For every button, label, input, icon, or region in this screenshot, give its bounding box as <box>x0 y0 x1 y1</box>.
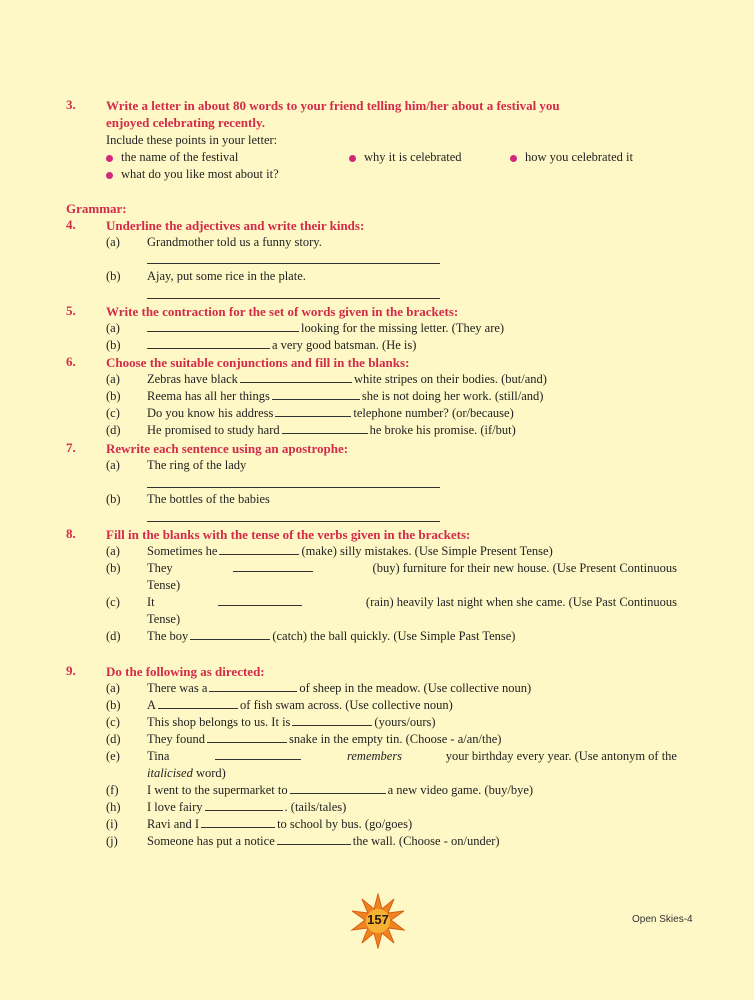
item-sentence <box>147 680 531 697</box>
blank-field[interactable] <box>201 816 275 828</box>
item-sentence <box>147 543 553 560</box>
item-text: There was a <box>147 681 208 695</box>
blank-field[interactable] <box>215 748 301 760</box>
answer-line[interactable] <box>147 298 440 299</box>
item-label: (f) <box>106 783 119 797</box>
answer-line[interactable] <box>147 521 440 522</box>
blank-field[interactable] <box>147 320 299 332</box>
item-text: They found <box>147 732 205 746</box>
item-label: (b) <box>106 698 121 712</box>
bullet-text: why it is celebrated <box>364 150 462 164</box>
bullet-point <box>106 149 238 166</box>
item-sentence <box>147 799 346 816</box>
blank-field[interactable] <box>207 731 287 743</box>
item-sentence <box>147 714 436 731</box>
question-8-number: 8. <box>66 526 76 541</box>
item-text: Grandmother told us a funny story. <box>147 235 322 249</box>
question-4-heading: Underline the adjectives and write their kinds: <box>106 218 365 233</box>
item-sentence <box>147 388 543 405</box>
item-text: A <box>147 698 157 712</box>
blank-field[interactable] <box>209 680 297 692</box>
item-sentence <box>147 782 533 799</box>
item-sentence <box>147 833 500 850</box>
blank-field[interactable] <box>158 697 238 709</box>
item-text: a very good batsman. (He is) <box>272 338 417 352</box>
item-text: Tense) <box>147 612 181 626</box>
answer-line[interactable] <box>147 263 440 264</box>
item-label: (h) <box>106 800 121 814</box>
item-text: (make) silly mistakes. (Use Simple Present Tense) <box>301 544 553 558</box>
item-sentence <box>147 422 516 439</box>
page-number-badge <box>350 893 406 949</box>
item-text: word) <box>195 766 226 780</box>
item-label: (b) <box>106 561 121 575</box>
item-text: Reema has all her things <box>147 389 270 403</box>
item-sentence <box>147 594 677 628</box>
item-text: It <box>147 595 155 609</box>
question-5-number: 5. <box>66 303 76 318</box>
question-3-include-text: Include these points in your letter: <box>106 133 278 147</box>
item-label: (j) <box>106 834 118 848</box>
blank-field[interactable] <box>290 782 386 794</box>
question-7-number: 7. <box>66 440 76 455</box>
item-label: (a) <box>106 544 120 558</box>
item-text: he broke his promise. (if/but) <box>369 423 516 437</box>
item-sentence <box>147 320 504 337</box>
item-text: Zebras have black <box>147 372 238 386</box>
item-text-italic: italicised <box>147 766 193 780</box>
bullet-text: the name of the festival <box>121 150 239 164</box>
page-number: 157 <box>367 912 389 927</box>
question-3-heading-line1: Write a letter in about 80 words to your friend telling him/her about a festival you <box>106 98 560 113</box>
item-label: (e) <box>106 749 120 763</box>
question-6-heading: Choose the suitable conjunctions and fill in the blanks: <box>106 355 410 370</box>
bullet-text: what do you like most about it? <box>121 167 279 181</box>
blank-field[interactable] <box>218 594 302 606</box>
item-text: Ajay, put some rice in the plate. <box>147 269 306 283</box>
item-text: He promised to study hard <box>147 423 280 437</box>
book-title: Open Skies-4 <box>632 914 693 925</box>
bullet-icon <box>510 155 517 162</box>
blank-field[interactable] <box>282 422 368 434</box>
blank-field[interactable] <box>275 405 351 417</box>
item-text: of sheep in the meadow. (Use collective noun) <box>299 681 532 695</box>
item-sentence <box>147 337 416 354</box>
bullet-text: how you celebrated it <box>525 150 633 164</box>
item-label: (b) <box>106 389 121 403</box>
question-6-number: 6. <box>66 354 76 369</box>
item-sentence <box>147 371 547 388</box>
bullet-icon <box>106 155 113 162</box>
item-text: (catch) the ball quickly. (Use Simple Past Tense) <box>272 629 516 643</box>
blank-field[interactable] <box>219 543 299 555</box>
answer-line[interactable] <box>147 487 440 488</box>
item-text: to school by bus. (go/goes) <box>277 817 413 831</box>
blank-field[interactable] <box>277 833 351 845</box>
question-9-heading: Do the following as directed: <box>106 664 265 679</box>
item-label: (c) <box>106 406 120 420</box>
item-text: The boy <box>147 629 189 643</box>
bullet-point <box>349 149 462 166</box>
question-8-heading: Fill in the blanks with the tense of the verbs given in the brackets: <box>106 527 471 542</box>
item-text: looking for the missing letter. (They are) <box>301 321 505 335</box>
item-text: white stripes on their bodies. (but/and) <box>353 372 547 386</box>
item-text: Tina <box>147 749 170 763</box>
item-text: The ring of the lady <box>147 458 247 472</box>
question-3-heading <box>106 97 560 131</box>
item-text: (buy) furniture for their new house. (Use Present Continuous <box>372 561 677 575</box>
blank-field[interactable] <box>233 560 313 572</box>
bullet-point <box>106 166 279 183</box>
blank-field[interactable] <box>205 799 283 811</box>
item-label: (b) <box>106 492 121 506</box>
blank-field[interactable] <box>240 371 352 383</box>
item-text: your birthday every year. (Use antonym of the <box>445 749 677 763</box>
item-label: (a) <box>106 235 120 249</box>
question-3-heading-line2: enjoyed celebrating recently. <box>106 115 265 130</box>
blank-field[interactable] <box>272 388 360 400</box>
item-text: (rain) heavily last night when she came. (Use Past Continuous <box>365 595 677 609</box>
question-4-number: 4. <box>66 217 76 232</box>
item-label: (d) <box>106 629 121 643</box>
bullet-icon <box>349 155 356 162</box>
item-text: she is not doing her work. (still/and) <box>361 389 544 403</box>
item-text: Do you know his address <box>147 406 274 420</box>
item-text: Someone has put a notice <box>147 834 275 848</box>
item-label: (b) <box>106 338 121 352</box>
item-text: This shop belongs to us. It is <box>147 715 291 729</box>
item-label: (c) <box>106 595 120 609</box>
item-text: telephone number? (or/because) <box>353 406 514 420</box>
item-text: the wall. (Choose - on/under) <box>352 834 500 848</box>
bullet-point <box>510 149 633 166</box>
question-9-number: 9. <box>66 663 76 678</box>
item-label: (d) <box>106 732 121 746</box>
bullet-icon <box>106 172 113 179</box>
item-label: (c) <box>106 715 120 729</box>
item-sentence <box>147 405 514 422</box>
item-sentence <box>147 731 501 748</box>
item-label: (i) <box>106 817 118 831</box>
item-sentence <box>147 816 412 833</box>
item-sentence <box>147 748 677 782</box>
blank-field[interactable] <box>147 337 270 349</box>
item-sentence <box>147 560 677 594</box>
item-sentence <box>147 628 515 645</box>
item-text-italic: remembers <box>346 749 403 763</box>
item-label: (b) <box>106 269 121 283</box>
item-text: a new video game. (buy/bye) <box>387 783 534 797</box>
item-text: Tense) <box>147 578 181 592</box>
item-text: Ravi and I <box>147 817 200 831</box>
item-text: . (tails/tales) <box>284 800 347 814</box>
question-7-heading: Rewrite each sentence using an apostrophe: <box>106 441 349 456</box>
item-text: They <box>147 561 173 575</box>
question-3-number: 3. <box>66 97 76 112</box>
item-label: (d) <box>106 423 121 437</box>
item-text: The bottles of the babies <box>147 492 270 506</box>
blank-field[interactable] <box>292 714 372 726</box>
item-text: (yours/ours) <box>374 715 436 729</box>
blank-field[interactable] <box>190 628 270 640</box>
item-text: of fish swam across. (Use collective noun) <box>240 698 453 712</box>
item-text: I love fairy <box>147 800 203 814</box>
item-text: snake in the empty tin. (Choose - a/an/the) <box>288 732 502 746</box>
item-sentence <box>147 697 453 714</box>
item-label: (a) <box>106 372 120 386</box>
item-label: (a) <box>106 681 120 695</box>
item-label: (a) <box>106 321 120 335</box>
item-text: Sometimes he <box>147 544 218 558</box>
question-5-heading: Write the contraction for the set of words given in the brackets: <box>106 304 459 319</box>
item-text: I went to the supermarket to <box>147 783 288 797</box>
item-label: (a) <box>106 458 120 472</box>
grammar-label: Grammar: <box>66 201 127 216</box>
